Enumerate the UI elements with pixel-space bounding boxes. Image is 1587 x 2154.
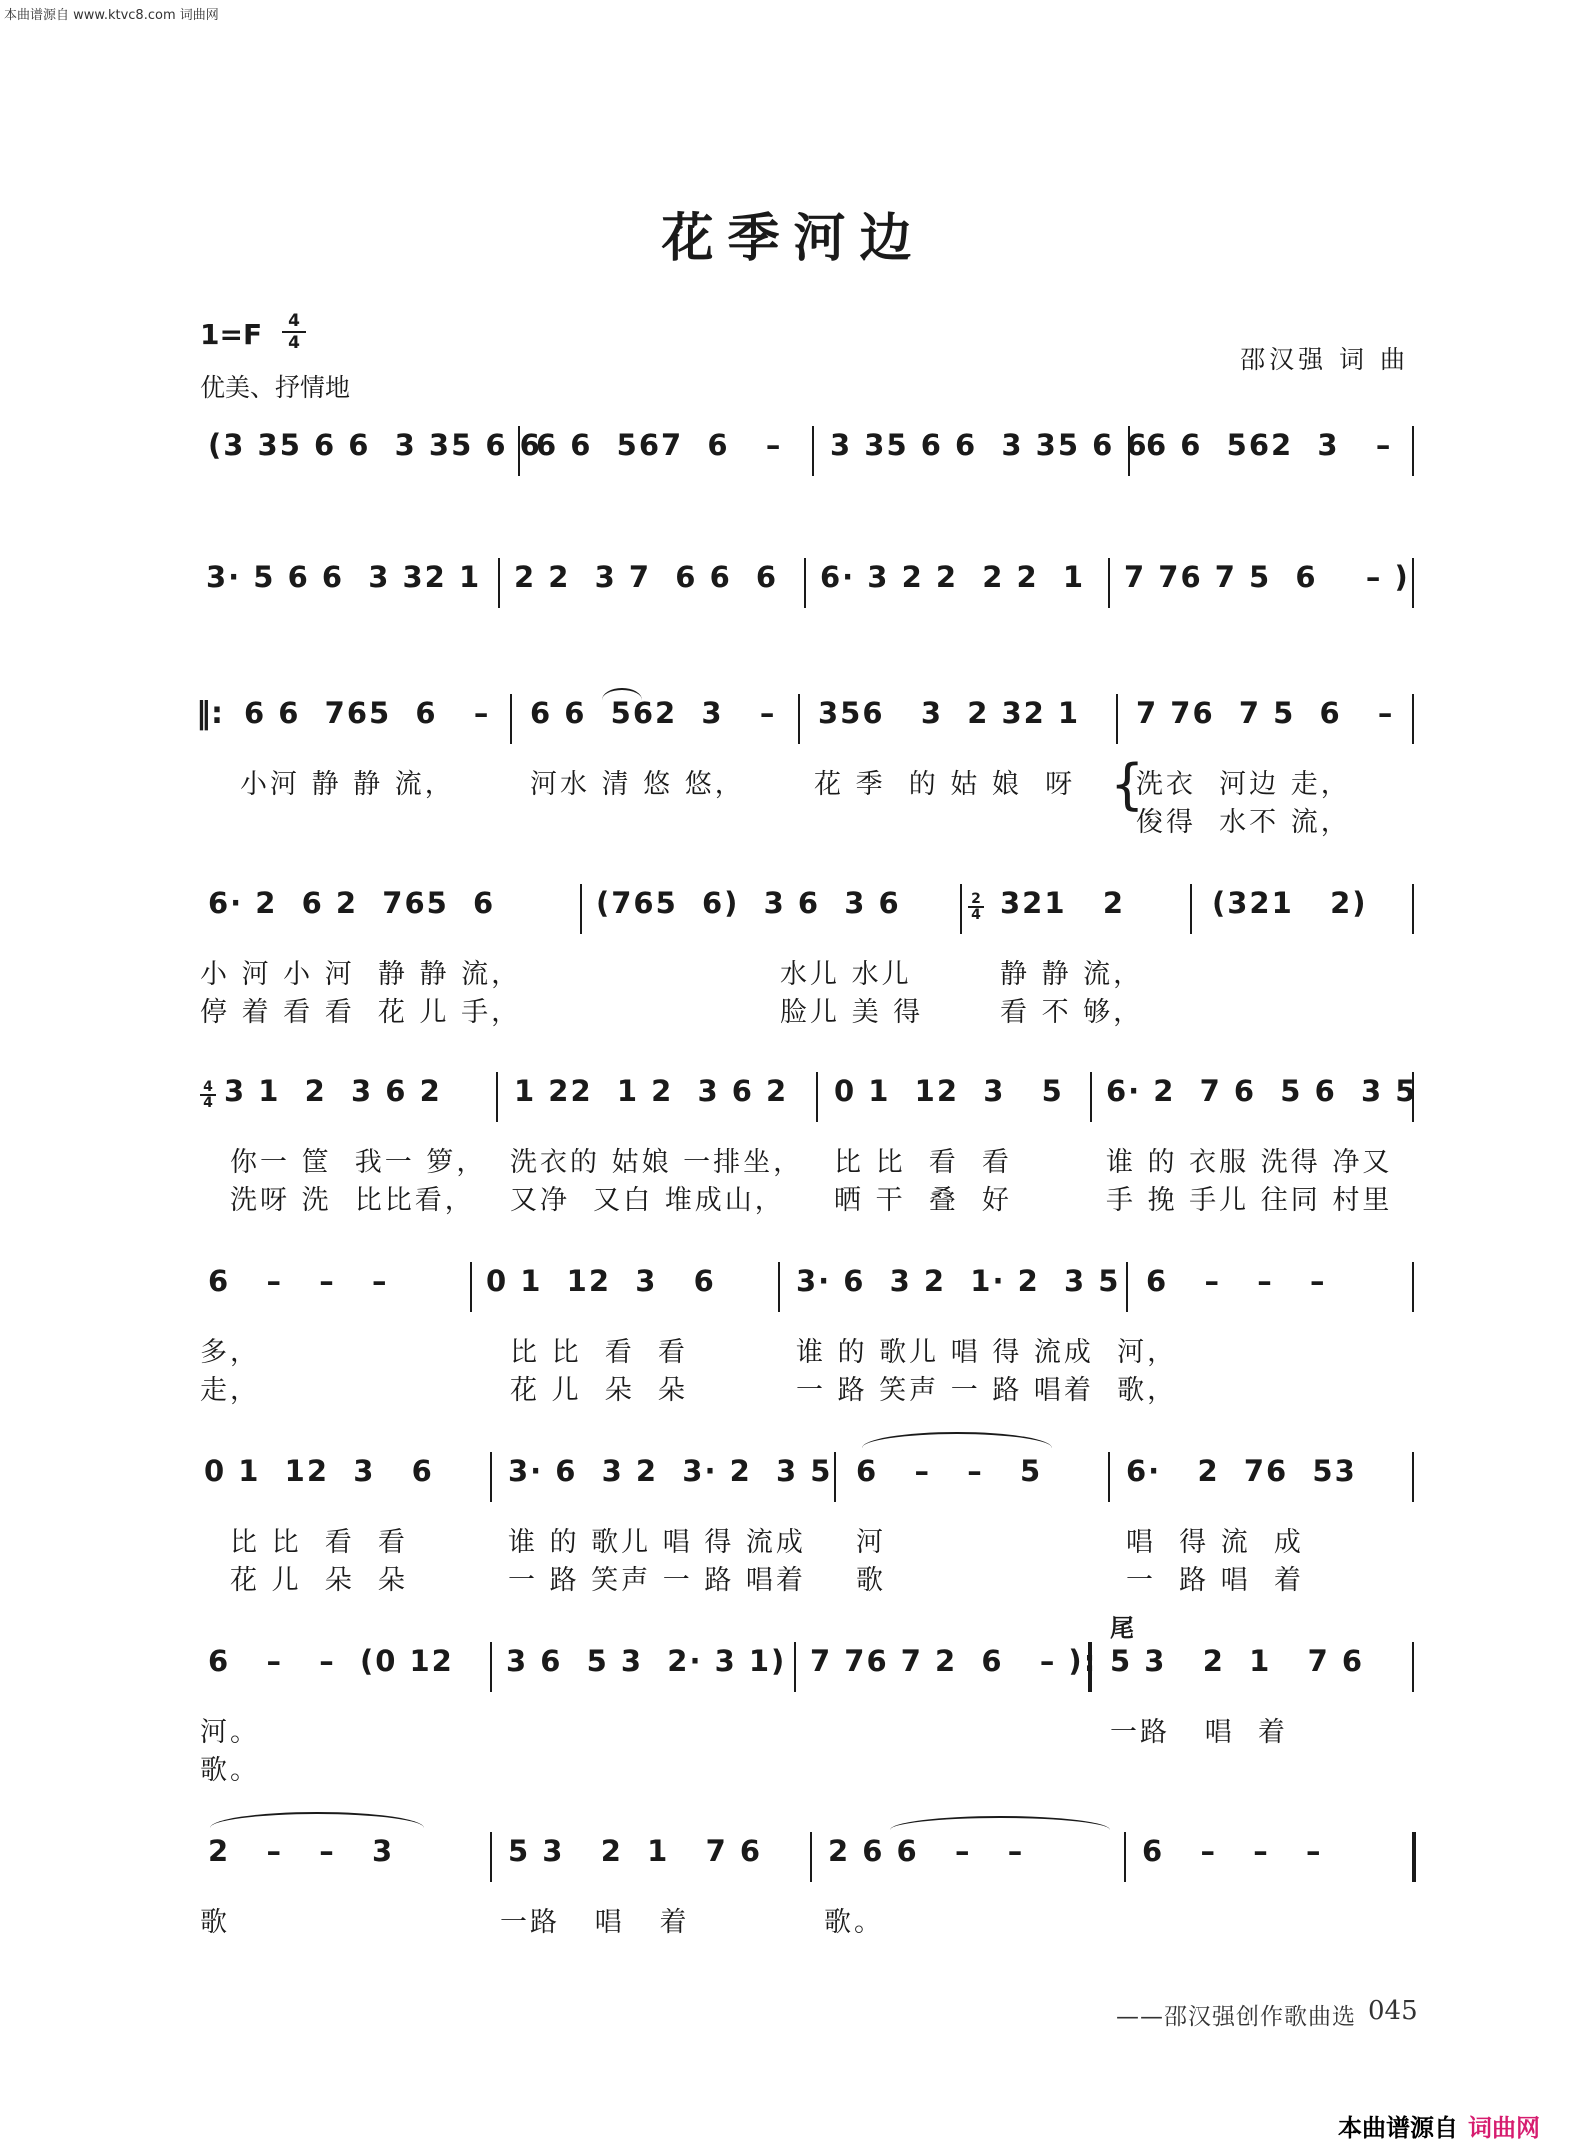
measure: 0 1 12 3 6 <box>486 1264 716 1298</box>
measure: 356 3 2 32 1 <box>818 696 1081 730</box>
measure: 6 – – – <box>1142 1834 1323 1868</box>
bottom-brand <box>1338 2108 1540 2143</box>
lyric: 脸儿 美 得 <box>780 997 924 1028</box>
measure: 3· 6 3 2 1· 2 3 5 <box>796 1264 1121 1298</box>
key-signature: 1=F <box>200 318 263 351</box>
lyric: 又净 又白 堆成山， <box>510 1185 785 1216</box>
measure: 6 – – (0 12 <box>208 1644 454 1678</box>
lyric: 小 河 小 河 静 静 流， <box>200 959 522 990</box>
lyric: 一路 唱 着 <box>1110 1717 1288 1748</box>
lyric: 一 路 笑声 一 路 唱着 <box>508 1565 806 1596</box>
measure: 2 – – 3 <box>208 1834 395 1868</box>
lyric: 谁 的 歌儿 唱 得 流成 <box>508 1527 806 1558</box>
measure: 6· 3 2 2 2 2 1 <box>820 560 1086 594</box>
book-source: ——邵汉强创作歌曲选 <box>1116 2004 1356 2030</box>
lyric: 花 儿 朵 朵 <box>510 1375 688 1406</box>
lyric: 歌。 <box>200 1755 260 1786</box>
measure: 6 – – – <box>1146 1264 1327 1298</box>
measure: 321 2 <box>1000 886 1126 920</box>
lyric: 河。 <box>200 1717 260 1748</box>
measure: 6· 2 76 53 <box>1126 1454 1357 1488</box>
measure: 6 6 562 3 – <box>1146 428 1393 462</box>
lyric: 唱 得 流 成 <box>1126 1527 1304 1558</box>
measure: 6 6 562 3 – <box>530 696 777 730</box>
lyric: 看 不 够， <box>1000 997 1144 1028</box>
lyric: 水儿 水儿 <box>780 959 912 990</box>
lyric: 谁 的 衣服 洗得 净又 <box>1106 1147 1393 1178</box>
lyric: 你一 筐 我一 箩， <box>230 1147 487 1178</box>
measure: 6 – – – <box>208 1264 389 1298</box>
measure: 3 35 6 6 3 35 6 6 <box>830 428 1149 462</box>
lyric: 停 着 看 看 花 儿 手， <box>200 997 522 1028</box>
lyric: 谁 的 歌儿 唱 得 流成 河， <box>796 1337 1178 1368</box>
measure: (765 6) 3 6 3 6 <box>596 886 901 920</box>
lyric: 花 儿 朵 朵 <box>230 1565 408 1596</box>
lyric: 静 静 流， <box>1000 959 1144 990</box>
lyric: 比 比 看 看 <box>510 1337 688 1368</box>
measure: 3· 5 6 6 3 32 1 <box>206 560 482 594</box>
measure: 0 1 12 3 6 <box>204 1454 434 1488</box>
lyric: 多， <box>200 1337 260 1368</box>
lyric: 洗衣 河边 走， <box>1136 769 1351 800</box>
measure: 3 1 2 3 6 2 <box>224 1074 442 1108</box>
measure: 6· 2 7 6 5 6 3 5 <box>1106 1074 1418 1108</box>
lyric: 小河 静 静 流， <box>240 769 455 800</box>
lyric: 花 季 的 姑 娘 呀 <box>814 769 1076 800</box>
lyric: 河水 清 悠 悠， <box>530 769 745 800</box>
time-signature <box>282 312 306 352</box>
verse-brace: { <box>1110 753 1145 816</box>
lyric: 一 路 笑声 一 路 唱着 歌， <box>796 1375 1178 1406</box>
measure: 3· 6 3 2 3· 2 3 5 <box>508 1454 833 1488</box>
lyric: 比 比 看 看 <box>834 1147 1012 1178</box>
lyric: 歌 <box>856 1565 886 1596</box>
repeat-start: ‖: <box>196 696 223 731</box>
lyric: 洗衣的 姑娘 一排坐， <box>510 1147 804 1178</box>
measure: 6 – – 5 <box>856 1454 1043 1488</box>
measure: 1 22 1 2 3 6 2 <box>514 1074 789 1108</box>
page-number: 045 <box>1368 1996 1418 2026</box>
time-change: 2 4 <box>968 892 984 922</box>
measure: 7 76 7 2 6 – ): <box>810 1644 1098 1678</box>
time-change: 4 4 <box>200 1080 216 1110</box>
measure: 7 76 7 5 6 – ) <box>1124 560 1410 594</box>
measure: 6 6 567 6 – <box>536 428 783 462</box>
measure: 0 1 12 3 5 <box>834 1074 1064 1108</box>
time-sig-num: 4 <box>288 311 300 331</box>
composer-credit: 邵汉强 词 曲 <box>1240 345 1409 374</box>
lyric: 河 <box>856 1527 886 1558</box>
top-watermark: 本曲谱源自 www.ktvc8.com 词曲网 <box>4 8 219 23</box>
lyric: 比 比 看 看 <box>230 1527 408 1558</box>
lyric: 洗呀 洗 比比看， <box>230 1185 475 1216</box>
lyric: 一 路 唱 着 <box>1126 1565 1304 1596</box>
measure: 5 3 2 1 7 6 <box>1110 1644 1365 1678</box>
measure: 6· 2 6 2 765 6 <box>208 886 496 920</box>
lyric: 晒 干 叠 好 <box>834 1185 1012 1216</box>
coda-mark: 尾 <box>1110 1614 1134 1642</box>
lyric: 走， <box>200 1375 260 1406</box>
time-sig-den: 4 <box>288 333 300 353</box>
lyric: 歌。 <box>824 1907 884 1938</box>
measure: 2 2 3 7 6 6 6 <box>514 560 779 594</box>
lyric: 手 挽 手儿 往同 村里 <box>1106 1185 1393 1216</box>
measure: (321 2) <box>1212 886 1368 920</box>
measure: 7 76 7 5 6 – <box>1136 696 1395 730</box>
lyric: 一路 唱 着 <box>500 1907 690 1938</box>
lyric: 歌 <box>200 1907 230 1938</box>
measure: 2 6 6 – – <box>828 1834 1025 1868</box>
measure: (3 35 6 6 3 35 6 6 <box>208 428 542 462</box>
measure: 3 6 5 3 2· 3 1) <box>506 1644 787 1678</box>
tempo-marking: 优美、抒情地 <box>200 373 351 402</box>
page-title: 花季河边 <box>661 208 926 269</box>
lyric: 俊得 水不 流， <box>1136 807 1351 838</box>
measure: 6 6 765 6 – <box>244 696 491 730</box>
measure: 5 3 2 1 7 6 <box>508 1834 763 1868</box>
brand-text: 本曲谱源自 <box>1338 2114 1458 2142</box>
brand-logo-text: 词曲网 <box>1468 2114 1540 2142</box>
